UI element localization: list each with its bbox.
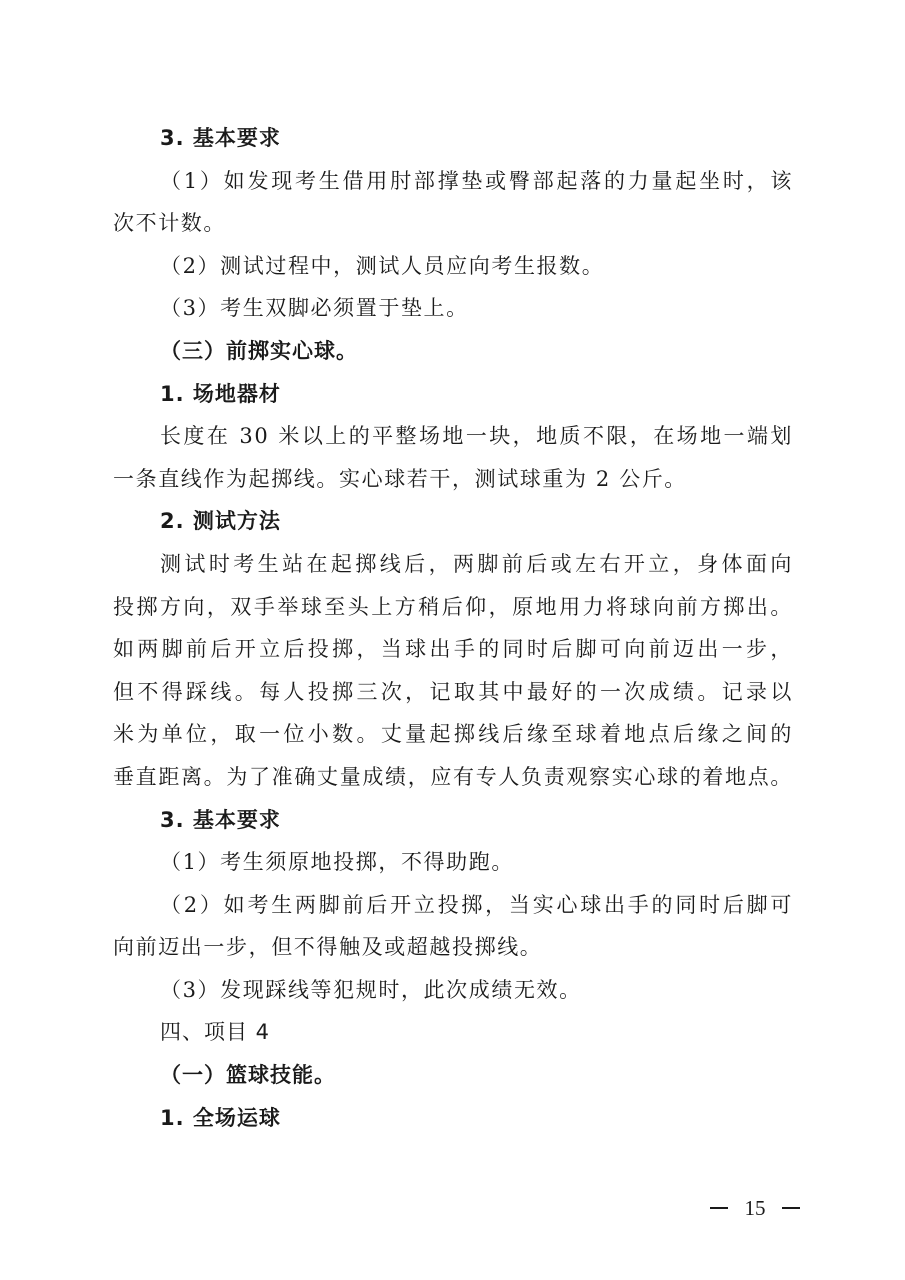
section-heading: 3. 基本要求 [160, 126, 281, 150]
paragraph-line: （3）考生双脚必须置于垫上。 [160, 296, 469, 321]
section-heading: （一）篮球技能。 [160, 1063, 336, 1088]
paragraph-line: 米为单位，取一位小数。丈量起掷线后缘至球着地点后缘之间的 [113, 722, 793, 747]
paragraph-line: 次不计数。 [113, 211, 226, 236]
chapter-heading: 四、项目 4 [160, 1020, 271, 1045]
footer-dash-right [782, 1207, 800, 1209]
paragraph-line: 长度在 30 米以上的平整场地一块，地质不限，在场地一端划 [160, 424, 793, 449]
paragraph-line: 但不得踩线。每人投掷三次，记取其中最好的一次成绩。记录以 [113, 679, 793, 704]
paragraph-line: 一条直线作为起掷线。实心球若干，测试球重为 2 公斤。 [113, 466, 687, 491]
paragraph-line: 向前迈出一步，但不得触及或超越投掷线。 [113, 935, 543, 960]
section-heading: 1. 场地器材 [160, 381, 281, 406]
footer-dash-left [710, 1207, 728, 1209]
paragraph-line: 测试时考生站在起掷线后，两脚前后或左右开立，身体面向 [160, 551, 793, 576]
paragraph-line: （2）测试过程中，测试人员应向考生报数。 [160, 253, 605, 278]
section-heading: （三）前掷实心球。 [160, 338, 358, 363]
paragraph-line: （3）发现踩线等犯规时，此次成绩无效。 [160, 977, 582, 1002]
paragraph-line: 投掷方向，双手举球至头上方稍后仰，原地用力将球向前方掷出。 [113, 594, 793, 619]
paragraph-line: （1）考生须原地投掷，不得助跑。 [160, 850, 514, 875]
page-footer [710, 1193, 800, 1223]
section-heading: 3. 基本要求 [160, 807, 281, 832]
paragraph-line: （1）如发现考生借用肘部撑垫或臀部起落的力量起坐时，该 [160, 168, 793, 193]
paragraph-line: 垂直距离。为了准确丈量成绩，应有专人负责观察实心球的着地点。 [113, 764, 793, 789]
section-heading: 2. 测试方法 [160, 509, 281, 534]
paragraph-line: （2）如考生两脚前后开立投掷，当实心球出手的同时后脚可 [160, 892, 793, 917]
paragraph-line: 如两脚前后开立后投掷，当球出手的同时后脚可向前迈出一步， [113, 637, 793, 662]
page-number: 15 [744, 1195, 766, 1220]
page-body [113, 117, 793, 1139]
section-heading: 1. 全场运球 [160, 1105, 281, 1130]
